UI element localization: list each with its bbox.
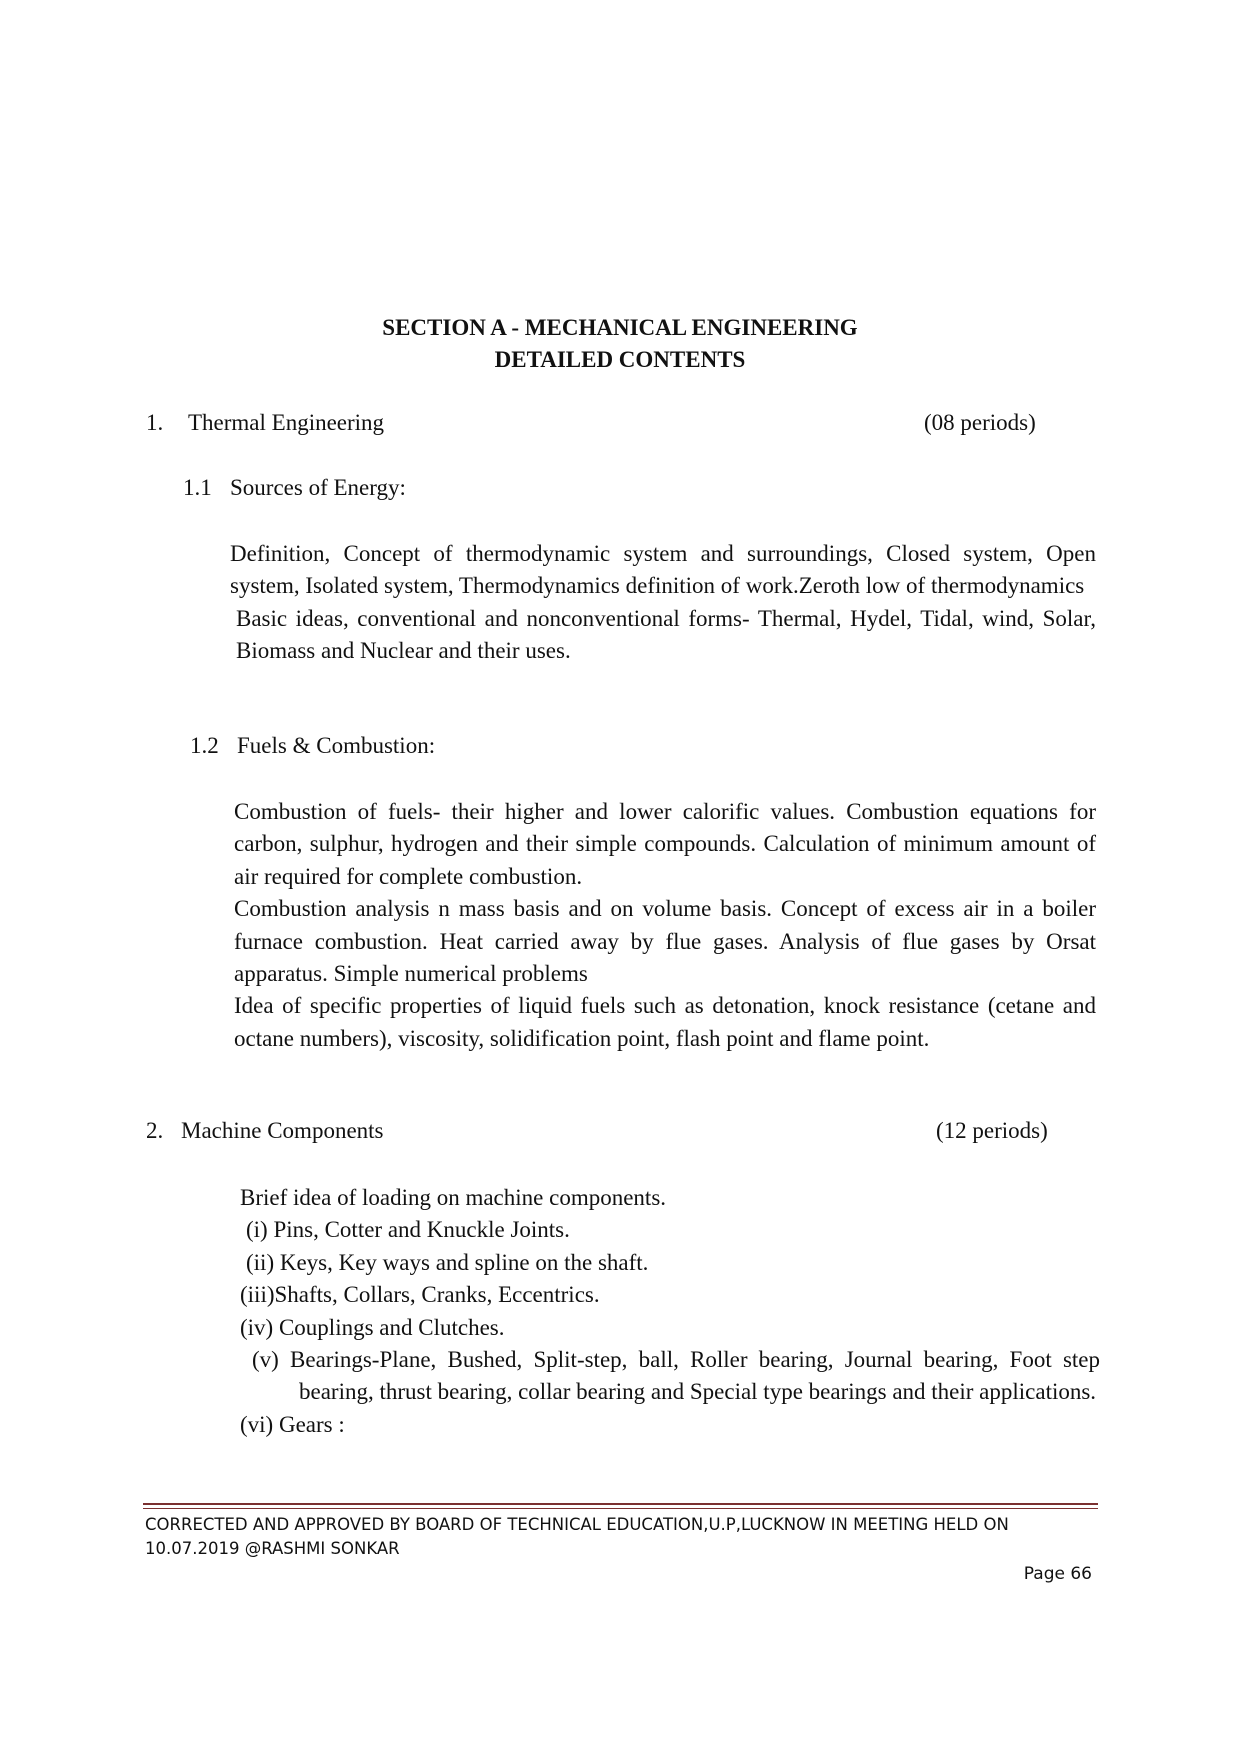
list-item: (i) Pins, Cotter and Knuckle Joints. (246, 1217, 570, 1243)
section-1-periods: (08 periods) (924, 410, 1036, 435)
paragraph: Combustion analysis n mass basis and on volume basis. Concept of excess air in a boiler furnace combustion. Heat carried away by flue gases. Analysis of flue gases by Orsat apparatus. Simple numerical problems (234, 896, 1096, 987)
list-intro: Brief idea of loading on machine components. (240, 1185, 667, 1210)
section-title: SECTION A - MECHANICAL ENGINEERING (382, 315, 858, 340)
subsection-1-1-body (230, 538, 1096, 668)
section-2-periods: (12 periods) (936, 1118, 1048, 1143)
subsection-1-2-body (234, 796, 1096, 1055)
subsection-1-2-number: 1.2 (190, 733, 219, 758)
subsection-1-1-number: 1.1 (183, 475, 212, 500)
paragraph: Combustion of fuels- their higher and lower calorific values. Combustion equations for carbon, sulphur, hydrogen and their simple compounds. Calculation of minimum amount of air required for complete combustion. (234, 799, 1096, 889)
section-1-title: Thermal Engineering (188, 410, 385, 435)
machine-components-list (240, 1182, 1100, 1441)
section-2-title: Machine Components (181, 1118, 384, 1143)
subsection-1-2-title: Fuels & Combustion: (237, 733, 436, 758)
paragraph: Idea of specific properties of liquid fuels such as detonation, knock resistance (cetane and octane numbers), viscosity, solidification point, flash point and flame point. (234, 993, 1096, 1051)
subsection-1-1-title: Sources of Energy: (230, 475, 406, 500)
section-subtitle: DETAILED CONTENTS (494, 347, 746, 372)
list-item: (iii)Shafts, Collars, Cranks, Eccentrics. (240, 1282, 600, 1308)
list-item: (ii) Keys, Key ways and spline on the shaft. (246, 1249, 649, 1275)
list-item: (v) Bearings-Plane, Bushed, Split-step, ball, Roller bearing, Journal bearing, Foot step bearing, thrust bearing, collar bearing and Special type bearings and their applications. (252, 1347, 1100, 1405)
section-1-number: 1. (146, 410, 164, 435)
section-2-number: 2. (146, 1118, 164, 1143)
list-item: (vi) Gears : (240, 1411, 345, 1437)
page-number: Page 66 (1023, 1564, 1092, 1584)
paragraph: Definition, Concept of thermodynamic system and surroundings, Closed system, Open system, Isolated system, Thermodynamics definition of work.Zeroth low of thermodynamics (230, 541, 1096, 599)
list-item: (iv) Couplings and Clutches. (240, 1314, 505, 1340)
footer-approval-note: CORRECTED AND APPROVED BY BOARD OF TECHNICAL EDUCATION,U.P,LUCKNOW IN MEETING HELD ON 10.07.2019 @RASHMI SONKAR (145, 1515, 1009, 1558)
footer-divider (143, 1503, 1098, 1509)
paragraph: Basic ideas, conventional and nonconventional forms- Thermal, Hydel, Tidal, wind, Solar, Biomass and Nuclear and their uses. (236, 605, 1096, 664)
